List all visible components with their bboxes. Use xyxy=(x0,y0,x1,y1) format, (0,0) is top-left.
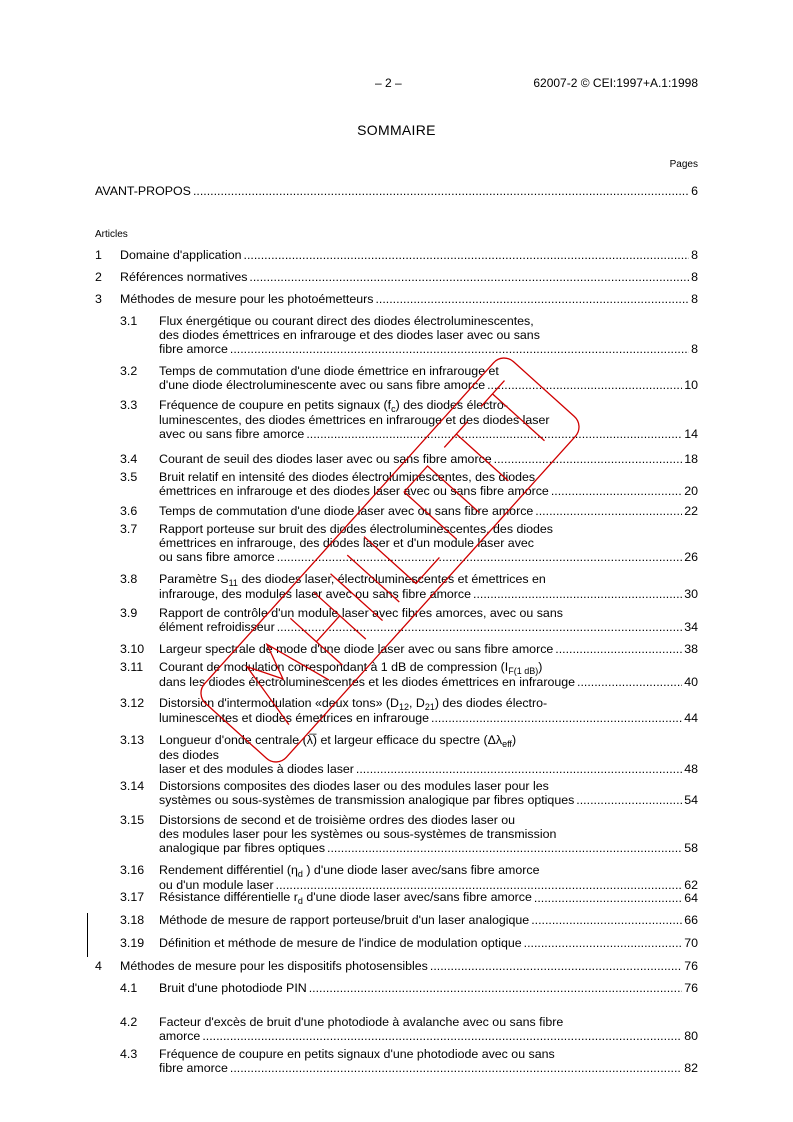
leader-dots xyxy=(277,550,683,564)
toc-entry-text: émettrices en infrarouge, des diodes laser et d'un module laser avec xyxy=(159,536,534,550)
toc-entry-text: Flux énergétique ou courant direct des diodes électroluminescentes, xyxy=(159,314,534,328)
toc-entry-number: 2 xyxy=(95,270,102,284)
articles-label: Articles xyxy=(95,229,128,240)
toc-entry-number: 3.4 xyxy=(120,452,138,466)
toc-entry[interactable] xyxy=(120,470,698,498)
toc-entry[interactable] xyxy=(95,292,698,306)
toc-entry-text: Distorsion d'intermodulation «deux tons» ($D_{12}$, $D_{21}$) des diodes électro- xyxy=(159,696,548,712)
toc-entry-text: analogique par fibres optiques xyxy=(159,841,326,855)
toc-entry-number: 3.6 xyxy=(120,504,138,518)
toc-entry-page: 8 xyxy=(691,292,698,306)
toc-entry[interactable] xyxy=(120,660,698,689)
toc-entry-text: Paramètre $S_{11}$ des diodes laser, électroluminescentes et émettrices en xyxy=(159,572,546,588)
toc-entry-number: 3.9 xyxy=(120,606,138,620)
toc-entry[interactable] xyxy=(120,936,698,950)
toc-entry-number: 3.11 xyxy=(120,660,144,674)
toc-entry-page: 54 xyxy=(684,793,698,807)
leader-dots xyxy=(551,484,682,498)
toc-entry-page: 76 xyxy=(684,959,698,973)
toc-entry-number: 3.8 xyxy=(120,572,138,586)
revision-bar xyxy=(87,913,88,957)
leader-dots xyxy=(473,587,682,601)
toc-entry-number: 3 xyxy=(95,292,102,306)
toc-entry-number: 1 xyxy=(95,248,102,262)
toc-entry-text: émettrices en infrarouge et des diodes laser avec ou sans fibre amorce xyxy=(159,484,549,498)
leader-dots xyxy=(430,959,682,973)
toc-entry-text: Temps de commutation d'une diode émettrice en infrarouge et xyxy=(159,364,499,378)
toc-entry-number: 3.5 xyxy=(120,470,138,484)
toc-entry-page: 6 xyxy=(691,184,698,198)
toc-entry-page: 38 xyxy=(684,642,698,656)
toc-entry[interactable] xyxy=(120,863,698,892)
toc-entry[interactable] xyxy=(120,504,698,518)
leader-dots xyxy=(202,1029,682,1043)
toc-entry-text: luminescentes et diodes émettrices en infrarouge xyxy=(159,711,429,725)
toc-entry[interactable] xyxy=(120,606,698,634)
leader-dots xyxy=(249,270,689,284)
toc-entry-text: Temps de commutation d'une diode laser avec ou sans fibre amorce xyxy=(159,504,534,518)
leader-dots xyxy=(576,793,682,807)
toc-entry-text: Définition et méthode de mesure de l'indice de modulation optique xyxy=(159,936,522,950)
leader-dots xyxy=(309,981,682,995)
toc-entry-number: 4 xyxy=(95,959,102,973)
leader-dots xyxy=(487,378,682,392)
toc-entry[interactable] xyxy=(95,270,698,284)
toc-entry-page: 48 xyxy=(684,762,698,776)
page-title: SOMMAIRE xyxy=(357,122,436,138)
toc-entry-page: 82 xyxy=(684,1061,698,1075)
toc-entry-number: 3.3 xyxy=(120,398,138,412)
toc-entry-page: 34 xyxy=(684,620,698,634)
leader-dots xyxy=(524,936,683,950)
pages-column-label: Pages xyxy=(669,159,698,170)
toc-entry-text: systèmes ou sous-systèmes de transmission analogique par fibres optiques xyxy=(159,793,575,807)
toc-entry-text: luminescentes, des diodes émettrices en infrarouge et des diodes laser xyxy=(159,413,550,427)
toc-entry-number: 3.7 xyxy=(120,522,138,536)
toc-entry-text: Largeur spectrale de mode d'une diode laser avec ou sans fibre amorce xyxy=(159,642,554,656)
toc-entry[interactable] xyxy=(120,913,698,927)
toc-entry-text: Fréquence de coupure en petits signaux $(f_c)$ des diodes électro- xyxy=(159,398,508,414)
toc-entry-number: 3.16 xyxy=(120,863,145,877)
toc-entry-page: 8 xyxy=(691,270,698,284)
leader-dots xyxy=(535,504,682,518)
toc-entry-text: Bruit d'une photodiode PIN xyxy=(159,981,307,995)
leader-dots xyxy=(306,427,682,441)
toc-entry-text: ou d'un module laser xyxy=(159,878,274,892)
toc-entry-label: AVANT-PROPOS xyxy=(95,184,191,198)
toc-entry-number: 3.1 xyxy=(120,314,138,328)
toc-entry[interactable] xyxy=(95,959,698,973)
leader-dots xyxy=(327,841,682,855)
toc-entry-page: 10 xyxy=(684,378,698,392)
toc-entry[interactable] xyxy=(120,890,698,906)
toc-entry-page: 8 xyxy=(691,248,698,262)
toc-entry-number: 4.2 xyxy=(120,1015,138,1029)
toc-entry-text: d'une diode électroluminescente avec ou sans fibre amorce xyxy=(159,378,486,392)
toc-entry-text: Longueur d'onde centrale (λ̅) et largeur efficace du spectre $(\Delta\lambda_{eff})$ xyxy=(159,733,517,749)
document-reference: 62007-2 © CEI:1997+A.1:1998 xyxy=(533,76,698,90)
toc-entry[interactable] xyxy=(120,452,698,466)
toc-entry-text: Fréquence de coupure en petits signaux d'une photodiode avec ou sans xyxy=(159,1047,555,1061)
toc-entry-text: des modules laser pour les systèmes ou sous-systèmes de transmission xyxy=(159,827,557,841)
toc-entry-text: Courant de modulation correspondant à 1 dB de compression $(I_{F(1 dB)})$ xyxy=(159,660,543,676)
toc-entry-page: 40 xyxy=(684,675,698,689)
toc-entry-text: Distorsions de second et de troisième ordres des diodes laser ou xyxy=(159,813,516,827)
toc-entry[interactable] xyxy=(120,314,698,356)
toc-entry-text: Méthodes de mesure pour les dispositifs photosensibles xyxy=(120,959,428,973)
leader-dots xyxy=(555,642,682,656)
toc-entry-text: Méthodes de mesure pour les photoémetteurs xyxy=(120,292,374,306)
toc-entry-text: des diodes xyxy=(159,748,219,762)
toc-entry-text: fibre amorce xyxy=(159,342,228,356)
leader-dots xyxy=(375,292,689,306)
toc-entry[interactable] xyxy=(120,1015,698,1043)
toc-entry-number: 4.3 xyxy=(120,1047,138,1061)
toc-entry[interactable] xyxy=(120,696,698,725)
toc-entry-number: 3.15 xyxy=(120,813,145,827)
leader-dots xyxy=(431,711,682,725)
leader-dots xyxy=(230,1061,682,1075)
toc-entry-page: 20 xyxy=(684,484,698,498)
toc-entry-text: élément refroidisseur xyxy=(159,620,275,634)
toc-entry-text: laser et des modules à diodes laser xyxy=(159,762,354,776)
toc-entry-text: Rendement différentiel ($\eta_d$ ) d'une diode laser avec/sans fibre amorce xyxy=(159,863,540,879)
toc-entry[interactable] xyxy=(120,813,698,855)
toc-entry[interactable] xyxy=(120,522,698,564)
toc-entry-text: Courant de seuil des diodes laser avec ou sans fibre amorce xyxy=(159,452,492,466)
toc-entry-text: Rapport de contrôle d'un module laser avec fibres amorces, avec ou sans xyxy=(159,606,563,620)
toc-entry-text: Méthode de mesure de rapport porteuse/bruit d'un laser analogique xyxy=(159,913,530,927)
toc-entry[interactable] xyxy=(120,398,698,441)
toc-entry-number: 3.2 xyxy=(120,364,138,378)
toc-entry[interactable] xyxy=(120,1047,698,1075)
toc-entry-text: Facteur d'excès de bruit d'une photodiode à avalanche avec ou sans fibre xyxy=(159,1015,564,1029)
toc-entry[interactable] xyxy=(120,779,698,807)
toc-entry[interactable] xyxy=(95,248,698,262)
leader-dots xyxy=(230,342,689,356)
toc-entry-page: 58 xyxy=(684,841,698,855)
toc-entry-text: infrarouge, des modules laser avec ou sans fibre amorce xyxy=(159,587,471,601)
toc-entry-number: 3.19 xyxy=(120,936,145,950)
leader-dots xyxy=(277,620,683,634)
leader-dots xyxy=(577,675,682,689)
toc-entry-page: 26 xyxy=(684,550,698,564)
leader-dots xyxy=(531,913,682,927)
toc-entry-number: 3.17 xyxy=(120,890,145,904)
leader-dots xyxy=(244,248,690,262)
toc-entry-text: Distorsions composites des diodes laser ou des modules laser pour les xyxy=(159,779,549,793)
leader-dots xyxy=(534,891,682,905)
toc-entry-text: dans les diodes électroluminescentes et les diodes émettrices en infrarouge xyxy=(159,675,576,689)
toc-entry-number: 3.18 xyxy=(120,913,145,927)
toc-entry[interactable] xyxy=(120,733,698,776)
toc-entry-text: Résistance différentielle $r_d$ d'une diode laser avec/sans fibre amorce xyxy=(159,890,532,906)
toc-entry-text: avec ou sans fibre amorce xyxy=(159,427,305,441)
toc-entry[interactable] xyxy=(120,642,698,656)
leader-dots xyxy=(356,762,682,776)
toc-entry-text: Bruit relatif en intensité des diodes électroluminescentes, des diodes xyxy=(159,470,536,484)
toc-entry-text: Domaine d'application xyxy=(120,248,242,262)
toc-entry-page: 76 xyxy=(684,981,698,995)
toc-entry-page: 64 xyxy=(684,891,698,905)
toc-entry-text: Références normatives xyxy=(120,270,248,284)
toc-entry-page: 30 xyxy=(684,587,698,601)
toc-entry-page: 70 xyxy=(684,936,698,950)
leader-dots xyxy=(494,452,683,466)
toc-entry[interactable] xyxy=(120,364,698,392)
toc-entry-text: Rapport porteuse sur bruit des diodes électroluminescentes, des diodes xyxy=(159,522,553,536)
toc-entry[interactable] xyxy=(120,572,698,601)
toc-entry-page: 8 xyxy=(691,342,698,356)
toc-entry-text: des diodes émettrices en infrarouge et des diodes laser avec ou sans xyxy=(159,328,540,342)
toc-entry-number: 3.13 xyxy=(120,733,145,747)
toc-entry-text: amorce xyxy=(159,1029,201,1043)
page-number: – 2 – xyxy=(375,76,402,90)
toc-entry-text: ou sans fibre amorce xyxy=(159,550,275,564)
toc-entry-text: fibre amorce xyxy=(159,1061,228,1075)
toc-entry-page: 66 xyxy=(684,913,698,927)
toc-entry-page: 14 xyxy=(684,427,698,441)
toc-entry-page: 62 xyxy=(684,878,698,892)
toc-entry-page: 80 xyxy=(684,1029,698,1043)
toc-entry-number: 3.10 xyxy=(120,642,145,656)
toc-entry-number: 4.1 xyxy=(120,981,138,995)
toc-entry[interactable] xyxy=(120,981,698,995)
toc-entry-page: 22 xyxy=(684,504,698,518)
toc-entry-number: 3.14 xyxy=(120,779,145,793)
toc-entry-page: 18 xyxy=(684,452,698,466)
toc-entry-page: 44 xyxy=(684,711,698,725)
toc-entry-number: 3.12 xyxy=(120,696,145,710)
